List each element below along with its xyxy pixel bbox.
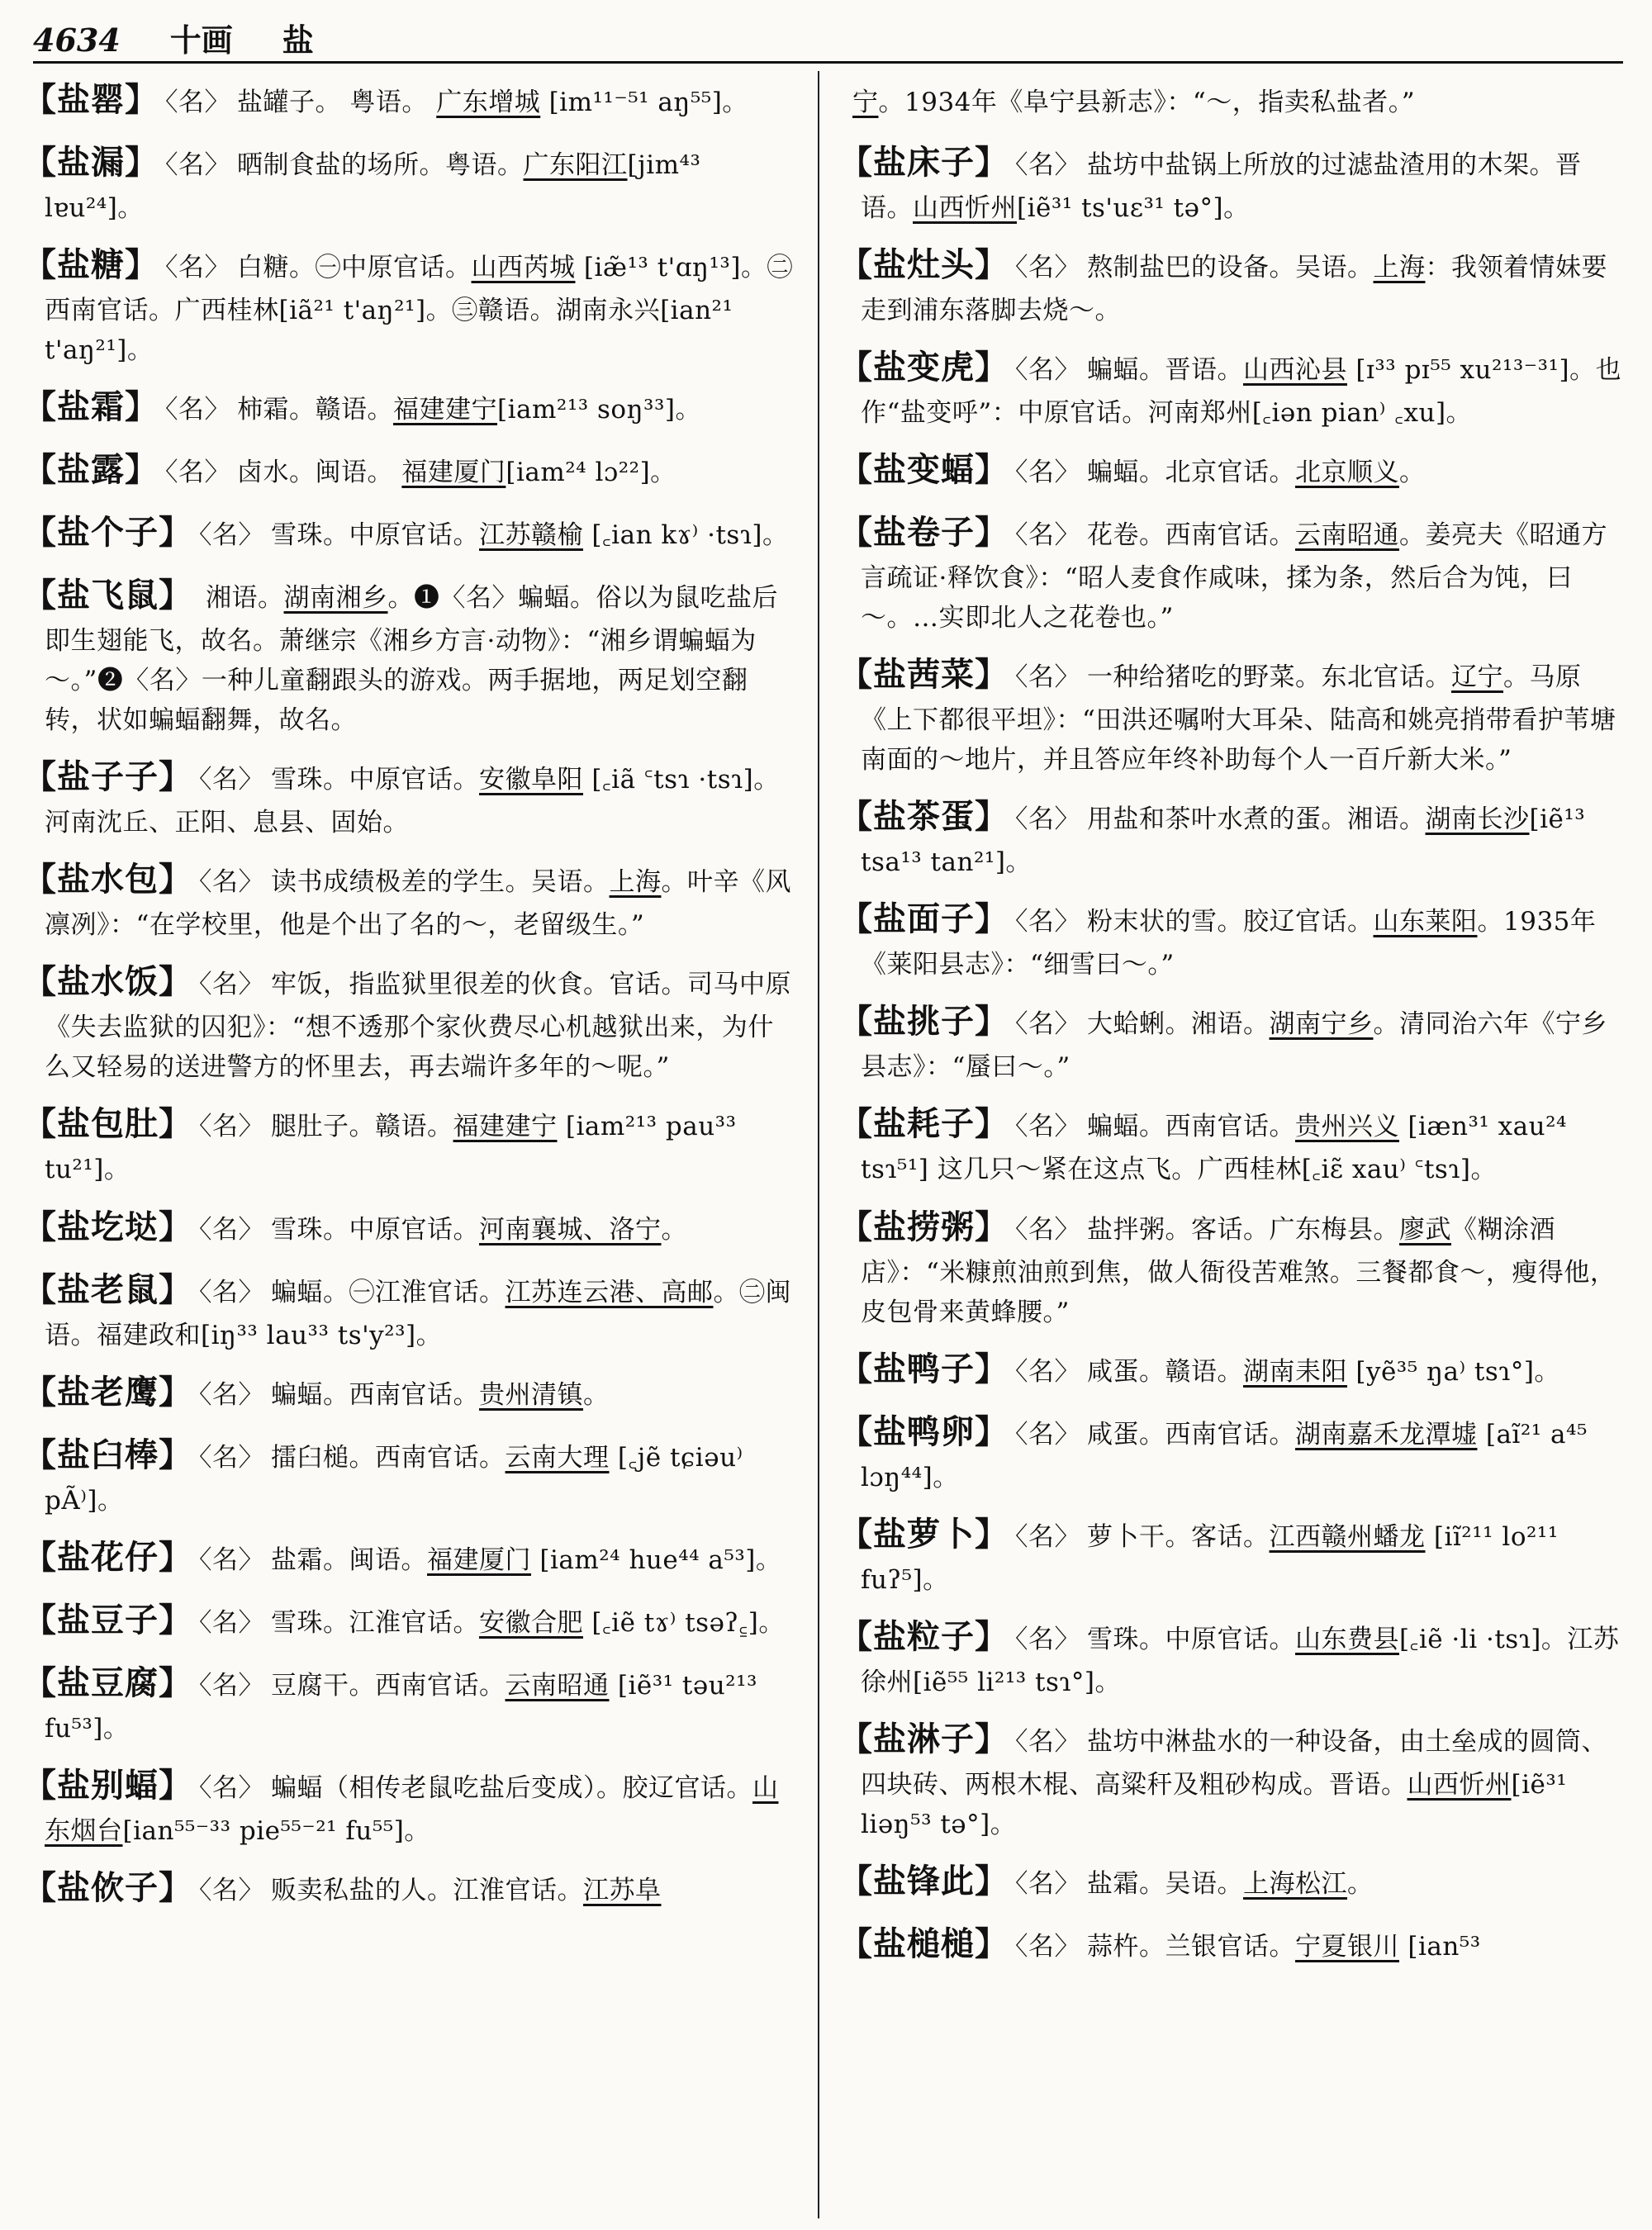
part-of-speech: 〈名〉 [199,1442,264,1473]
dialect-location: 河南襄城、洛宁 [479,1214,662,1245]
entry-definition: 粉末状的雪。胶辽官话。 [1087,907,1374,937]
entry-headword: 【盐鸭子】 [839,1349,1009,1388]
dictionary-entry [23,137,798,228]
entry-continuation: [꜀iã ꜂tsɿ ·tsɿ]。河南沈丘、正阳、息县、固始。 [45,765,780,838]
dictionary-entry [839,1407,1622,1497]
dictionary-entry [23,752,798,842]
entry-continuation: [aĩ²¹ a⁴⁵ lɔŋ⁴⁴]。 [861,1419,1588,1492]
entry-headword: 【盐包肚】 [23,1104,192,1144]
entry-headword: 【盐淋子】 [839,1719,1009,1758]
entry-definition: 白糖。㊀中原官话。 [237,253,472,283]
dictionary-entry [23,1264,798,1355]
entry-continuation: 。马原《上下都很平坦》：“田洪还嘱咐大耳朵、陆高和姚亮捎带看护苇塘南面的～地片，并且答应年终补助每个人一百斤新大米。” [861,662,1616,776]
dialect-location: 北京顺义 [1295,458,1399,488]
dialect-location: 廖武 [1399,1214,1451,1245]
part-of-speech: 〈名〉 [1015,520,1080,551]
part-of-speech: 〈名〉 [1015,1624,1080,1654]
dialect-location: 山西芮城 [471,253,576,283]
part-of-speech: 〈名〉 [199,1379,264,1410]
part-of-speech: 〈名〉 [165,253,230,283]
dictionary-entry [839,1344,1622,1395]
dictionary-entry [839,137,1622,228]
entry-headword: 【盐别蝠】 [23,1765,192,1805]
entry-definition: 用盐和茶叶水煮的蛋。湘语。 [1087,804,1426,835]
part-of-speech: 〈名〉 [1015,804,1080,835]
entry-headword: 【盐床子】 [839,143,1009,182]
entry-definition: 雪珠。中原官话。 [271,765,479,795]
entry-continuation: [ian⁵³ [1399,1931,1481,1962]
part-of-speech: 〈名〉 [199,1670,264,1701]
entry-continuation: 。1934年《阜宁县新志》：“～，指卖私盐者。” [878,88,1416,117]
entry-definition: 雪珠。中原官话。 [1087,1624,1295,1654]
entry-headword: 【盐锋此】 [839,1861,1009,1900]
entry-definition: 一种给猪吃的野菜。东北官话。 [1087,662,1451,693]
part-of-speech: 〈名〉 [1015,458,1080,488]
dialect-location: 广东增城 [436,88,541,117]
part-of-speech: 〈名〉 [1015,1214,1080,1245]
entry-headword: 【盐耗子】 [839,1104,1009,1144]
part-of-speech: 〈名〉 [199,1772,264,1803]
dictionary-entry [23,1760,798,1851]
entry-headword: 【盐霜】 [23,387,159,427]
dictionary-entry [23,1595,798,1646]
part-of-speech: 〈名〉 [199,1875,264,1905]
entry-definition: 盐坊中盐锅上所放的过滤盐渣用的木架。晋语。 [861,150,1582,223]
entry-headword: 【盐糖】 [23,245,159,285]
part-of-speech: 〈名〉 [1015,907,1080,937]
page-number: 4634 [33,21,121,59]
dictionary-entry [839,996,1622,1087]
dictionary-entry [23,1098,798,1189]
dialect-location: 福建建宁 [453,1112,558,1142]
entry-continuation: [im¹¹⁻⁵¹ aŋ⁵⁵]。 [540,88,748,117]
dictionary-entry [839,240,1622,330]
entry-definition: 萝卜干。客话。 [1087,1521,1270,1552]
entry-continuation: [iam²⁴ hue⁴⁴ a⁵³]。 [531,1544,782,1575]
part-of-speech: 〈名〉 [1015,150,1080,180]
dialect-location: 福建厦门 [427,1544,531,1575]
entry-headword: 【盐茶蛋】 [839,797,1009,837]
dictionary-entry [23,1658,798,1748]
dialect-location: 江苏连云港、高邮 [505,1277,714,1307]
entry-continuation: 。 [661,1214,687,1245]
entry-headword: 【盐老鼠】 [23,1269,192,1309]
dictionary-entry [839,1611,1622,1702]
entry-continuation: 。 [1399,458,1426,488]
section-label: 十画 [169,21,233,59]
part-of-speech: 〈名〉 [199,1607,264,1638]
entry-continuation: [꜀iẽ ·li ·tsɿ]。江苏徐州[iẽ⁵⁵ li²¹³ tsɿ°]。 [861,1624,1620,1697]
entry-headword: 【盐露】 [23,450,159,490]
entry-definition: 雪珠。江淮官话。 [271,1607,479,1638]
dialect-location: 上海 [609,867,662,898]
entry-definition: 卤水。闽语。 [237,458,402,488]
part-of-speech: 〈名〉 [165,88,230,117]
dialect-location: 贵州清镇 [479,1379,583,1410]
dictionary-entry [23,444,798,496]
part-of-speech: 〈名〉 [1015,355,1080,386]
entry-definition: 蝙蝠。西南官话。 [271,1379,479,1410]
dialect-location: 上海 [1373,253,1426,283]
entry-definition: 雪珠。中原官话。 [271,1214,479,1245]
part-of-speech: 〈名〉 [199,1277,264,1307]
entry-headword: 【盐水包】 [23,860,192,899]
entry-headword: 【盐挑子】 [839,1002,1009,1041]
entry-headword: 【盐个子】 [23,513,192,553]
entry-headword: 【盐豆腐】 [23,1663,192,1702]
entry-continuation: [iam²⁴ lɔ²²]。 [506,458,676,488]
dictionary-entry [839,1202,1622,1332]
dictionary-entry [23,956,798,1087]
dialect-location: 福建厦门 [401,458,506,488]
entry-definition: 蝙蝠。㊀江淮官话。 [271,1277,506,1307]
entry-headword: 【盐鸭卵】 [839,1412,1009,1451]
dialect-location: 云南昭通 [1295,520,1399,551]
dialect-location: 山东莱阳 [1373,907,1478,937]
entry-continuation: [iæn³¹ xau²⁴ tsɿ⁵¹] 这几只～紧在这点飞。广西桂林[꜀iɛ̃ xau⁾ ꜂tsɿ]。 [861,1112,1567,1185]
dictionary-entry [839,1509,1622,1600]
dialect-location: 山西忻州 [1407,1769,1512,1800]
page-header [33,15,1623,64]
dictionary-entry [839,1098,1622,1189]
dictionary-entry [839,507,1622,638]
entry-definition: 读书成绩极差的学生。吴语。 [271,867,610,898]
entry-definition: 雪珠。中原官话。 [271,520,479,551]
part-of-speech: 〈名〉 [1015,1419,1080,1450]
entry-headword: 【盐水饭】 [23,962,192,1002]
entry-continuation: [iẽ³¹ ts'uɛ³¹ tə°]。 [1017,193,1250,223]
dialect-location: 广东阳江 [523,150,628,180]
dictionary-entry [23,74,798,126]
entry-definition: 柿霜。赣语。 [237,395,393,425]
entry-definition: 贩卖私盐的人。江淮官话。 [271,1875,583,1905]
entry-continuation: [yẽ³⁵ ŋa⁾ tsɿ°]。 [1347,1356,1560,1387]
entry-headword: 【盐灶头】 [839,245,1009,285]
entry-continuation: [iam²¹³ soŋ³³]。 [497,395,702,425]
part-of-speech: 〈名〉 [165,395,230,425]
part-of-speech: 〈名〉 [1015,1112,1080,1142]
entry-continuation: [꜀ian kɤ⁾ ·tsɿ]。 [583,520,789,551]
entry-definition: 盐霜。吴语。 [1087,1868,1243,1899]
entry-definition: 盐拌粥。客话。广东梅县。 [1087,1214,1399,1245]
entry-definition: 咸蛋。西南官话。 [1087,1419,1295,1450]
entry-headword: 【盐飞鼠】 [23,576,192,615]
entry-headword: 【盐面子】 [839,899,1009,939]
entry-continuation: [꜀iẽ tɤ⁾ tsəʔ꜁]。 [583,1607,785,1638]
dictionary-entry [839,1919,1622,1970]
dialect-location: 山东费县 [1295,1624,1399,1654]
entry-continuation: [iẽ³¹ liəŋ⁵³ tə°]。 [861,1769,1568,1839]
entry-continuation: 。㊁闽语。福建政和[iŋ³³ lau³³ ts'y²³]。 [45,1277,791,1350]
dialect-location: 宁 [852,88,879,117]
dialect-location: 云南大理 [505,1442,610,1473]
entry-definition: 花卷。西南官话。 [1087,520,1295,551]
entry-continuation: [ian⁵⁵⁻³³ pie⁵⁵⁻²¹ fu⁵⁵]。 [122,1815,430,1846]
part-of-speech: 〈名〉 [1015,1931,1080,1962]
entry-headword: 【盐圪垯】 [23,1207,192,1246]
entry-continuation: 《糊涂酒店》：“米糠煎油煎到焦，做人衙役苦难煞。三餐都食～，瘦得他，皮包骨来黄蜂腰。” [861,1214,1616,1327]
dialect-location: 湖南湘乡 [283,583,388,614]
entry-headword: 【盐豆子】 [23,1600,192,1639]
entry-continuation: ：我领着情妹要走到浦东落脚去烧～。 [861,253,1607,326]
entry-definition: 咸蛋。赣语。 [1087,1356,1243,1387]
dialect-location: 湖南耒阳 [1243,1356,1347,1387]
entry-continuation: [ɪ³³ pɪ⁵⁵ xu²¹³⁻³¹]。也作“盐变呼”：中原官话。河南郑州[꜀iən pian⁾ ꜀xu]。 [861,355,1622,429]
entry-headword: 【盐子子】 [23,757,192,797]
dictionary-entry [23,570,798,740]
dialect-location: 山东烟台 [45,1772,779,1846]
entry-continuation: 。❶〈名〉蝙蝠。俗以为鼠吃盐后即生翅能飞，故名。萧继宗《湘乡方言·动物》：“湘乡谓蝙蝠为～。”❷〈名〉一种儿童翻跟头的游戏。两手据地，两足划空翻转，状如蝙蝠翻舞，故名。 [45,583,778,736]
dialect-location: 安徽合肥 [479,1607,583,1638]
dialect-location: 山西忻州 [913,193,1017,223]
entry-definition: 熬制盐巴的设备。吴语。 [1087,253,1374,283]
entry-definition: 盐坊中淋盐水的一种设备，由土垒成的圆筒、四块砖、两根木棍、高粱秆及粗砂构成。晋语。 [861,1726,1607,1800]
part-of-speech: 〈名〉 [199,867,264,898]
dialect-location: 福建建宁 [393,395,497,425]
entry-definition: 腿肚子。赣语。 [271,1112,453,1142]
entry-headword: 【盐槌槌】 [839,1924,1009,1963]
entry-definition: 盐霜。闽语。 [271,1544,427,1575]
right-column [839,74,1622,2222]
part-of-speech: 〈名〉 [1015,1726,1080,1757]
entry-definition: 大蛤蜊。湘语。 [1087,1009,1270,1040]
dictionary-entry [23,1430,798,1521]
part-of-speech: 〈名〉 [199,970,264,1000]
dictionary-entry [839,74,1622,126]
dictionary-entry [839,1714,1622,1844]
part-of-speech: 〈名〉 [199,1112,264,1142]
dialect-location: 湖南宁乡 [1269,1009,1374,1040]
dialect-location: 江苏赣榆 [479,520,583,551]
entry-continuation: [iæ̃¹³ t'ɑŋ¹³]。㊁西南官话。广西桂林[iã²¹ t'aŋ²¹]。㊂赣语。湖南永兴[ian²¹ t'aŋ²¹]。 [45,253,793,366]
entry-continuation: 。叶辛《风凛冽》：“在学校里，他是个出了名的～，老留级生。” [45,867,791,941]
entry-continuation: [iĩ²¹¹ lo²¹¹ fuʔ⁵]。 [861,1521,1559,1595]
entry-definition: 蝙蝠。北京官话。 [1087,458,1295,488]
entry-continuation: 。1935年《莱阳县志》：“细雪曰～。” [861,907,1597,980]
dialect-location: 江苏阜 [583,1875,662,1905]
part-of-speech: 〈名〉 [1015,253,1080,283]
entry-continuation: [jim⁴³ lɐu²⁴]。 [45,150,701,223]
dictionary-entry [23,382,798,433]
dialect-location: 上海松江 [1243,1868,1347,1899]
dictionary-entry [23,1862,798,1914]
dialect-location: 贵州兴义 [1295,1112,1399,1142]
entry-headword: 【盐茜菜】 [839,655,1009,695]
dictionary-entry [23,1532,798,1583]
dialect-location: 安徽阜阳 [479,765,583,795]
entry-definition: 擂臼槌。西南官话。 [271,1442,506,1473]
dictionary-entry [23,1367,798,1418]
entry-headword: 【盐漏】 [23,143,159,182]
dictionary-entry [23,240,798,370]
dictionary-entry [839,649,1622,780]
entry-definition: 蝙蝠（相传老鼠吃盐后变成）。胶辽官话。 [271,1772,752,1803]
dictionary-entry [839,791,1622,882]
entry-continuation: [꜀jẽ tɕiəu⁾ pÃ⁾]。 [45,1442,743,1516]
entry-definition: 牢饭，指监狱里很差的伙食。官话。司马中原《失去监狱的囚犯》：“想不透那个家伙费尽心机越狱出来，为什么又轻易的送进警方的怀里去，再去端许多年的～呢。” [45,970,791,1083]
entry-headword: 【盐花仔】 [23,1537,192,1577]
entry-continuation: [iẽ¹³ tsa¹³ tan²¹]。 [861,804,1586,878]
part-of-speech: 〈名〉 [165,150,230,180]
dictionary-entry [839,342,1622,433]
entry-continuation: 。 [1347,1868,1374,1899]
entry-headword: 【盐佽子】 [23,1867,192,1907]
entry-headword: 【盐老鹰】 [23,1372,192,1412]
entry-definition: 晒制食盐的场所。粤语。 [237,150,524,180]
entry-headword: 【盐卷子】 [839,513,1009,553]
part-of-speech: 〈名〉 [199,765,264,795]
part-of-speech: 〈名〉 [1015,1868,1080,1899]
dialect-location: 宁夏银川 [1295,1931,1399,1962]
entry-continuation: [iẽ³¹ təu²¹³ fu⁵³]。 [45,1670,757,1744]
entry-headword: 【盐罂】 [23,80,159,119]
entry-definition: 湘语。 [206,583,284,614]
entry-definition: 蝙蝠。西南官话。 [1087,1112,1295,1142]
part-of-speech: 〈名〉 [199,520,264,551]
entry-definition: 盐罐子。 粤语。 [237,88,437,117]
dictionary-entry [839,1856,1622,1907]
dictionary-entry [23,1202,798,1253]
part-of-speech: 〈名〉 [1015,1009,1080,1040]
entry-headword: 【盐粒子】 [839,1616,1009,1656]
entry-headword: 【盐臼棒】 [23,1435,192,1474]
part-of-speech: 〈名〉 [1015,1521,1080,1552]
dialect-location: 江西赣州蟠龙 [1269,1521,1426,1552]
part-of-speech: 〈名〉 [165,458,230,488]
part-of-speech: 〈名〉 [199,1544,264,1575]
part-of-speech: 〈名〉 [1015,1356,1080,1387]
entry-definition: 蝙蝠。晋语。 [1087,355,1243,386]
entry-continuation: 。清同治六年《宁乡县志》：“蜃曰～。” [861,1009,1607,1083]
part-of-speech: 〈名〉 [1015,662,1080,693]
entry-headword: 【盐萝卜】 [839,1514,1009,1554]
dialect-location: 辽宁 [1451,662,1503,693]
dialect-location: 湖南嘉禾龙潭墟 [1295,1419,1478,1450]
part-of-speech: 〈名〉 [199,1214,264,1245]
column-divider [818,71,819,2218]
entry-continuation: [iam²¹³ pau³³ tu²¹]。 [45,1112,737,1185]
entry-headword: 【盐捞粥】 [839,1207,1009,1246]
entry-continuation: 。姜亮夫《昭通方言疏证·释饮食》：“昭人麦食作咸味，揉为条，然后合为饨，曰～。…实即北人之花卷也。” [861,520,1607,633]
left-column [23,74,798,2222]
dialect-location: 山西沁县 [1243,355,1347,386]
entry-definition: 蒜杵。兰银官话。 [1087,1931,1295,1962]
dictionary-entry [839,894,1622,985]
entry-continuation: 。 [583,1379,610,1410]
dialect-location: 云南昭通 [505,1670,610,1701]
dictionary-entry [839,444,1622,496]
entry-headword: 【盐变虎】 [839,348,1009,387]
entry-headword: 【盐变蝠】 [839,450,1009,490]
section-char: 盐 [282,21,314,59]
dictionary-entry [23,507,798,558]
dictionary-entry [23,854,798,945]
entry-definition: 豆腐干。西南官话。 [271,1670,506,1701]
dialect-location: 湖南长沙 [1425,804,1530,835]
